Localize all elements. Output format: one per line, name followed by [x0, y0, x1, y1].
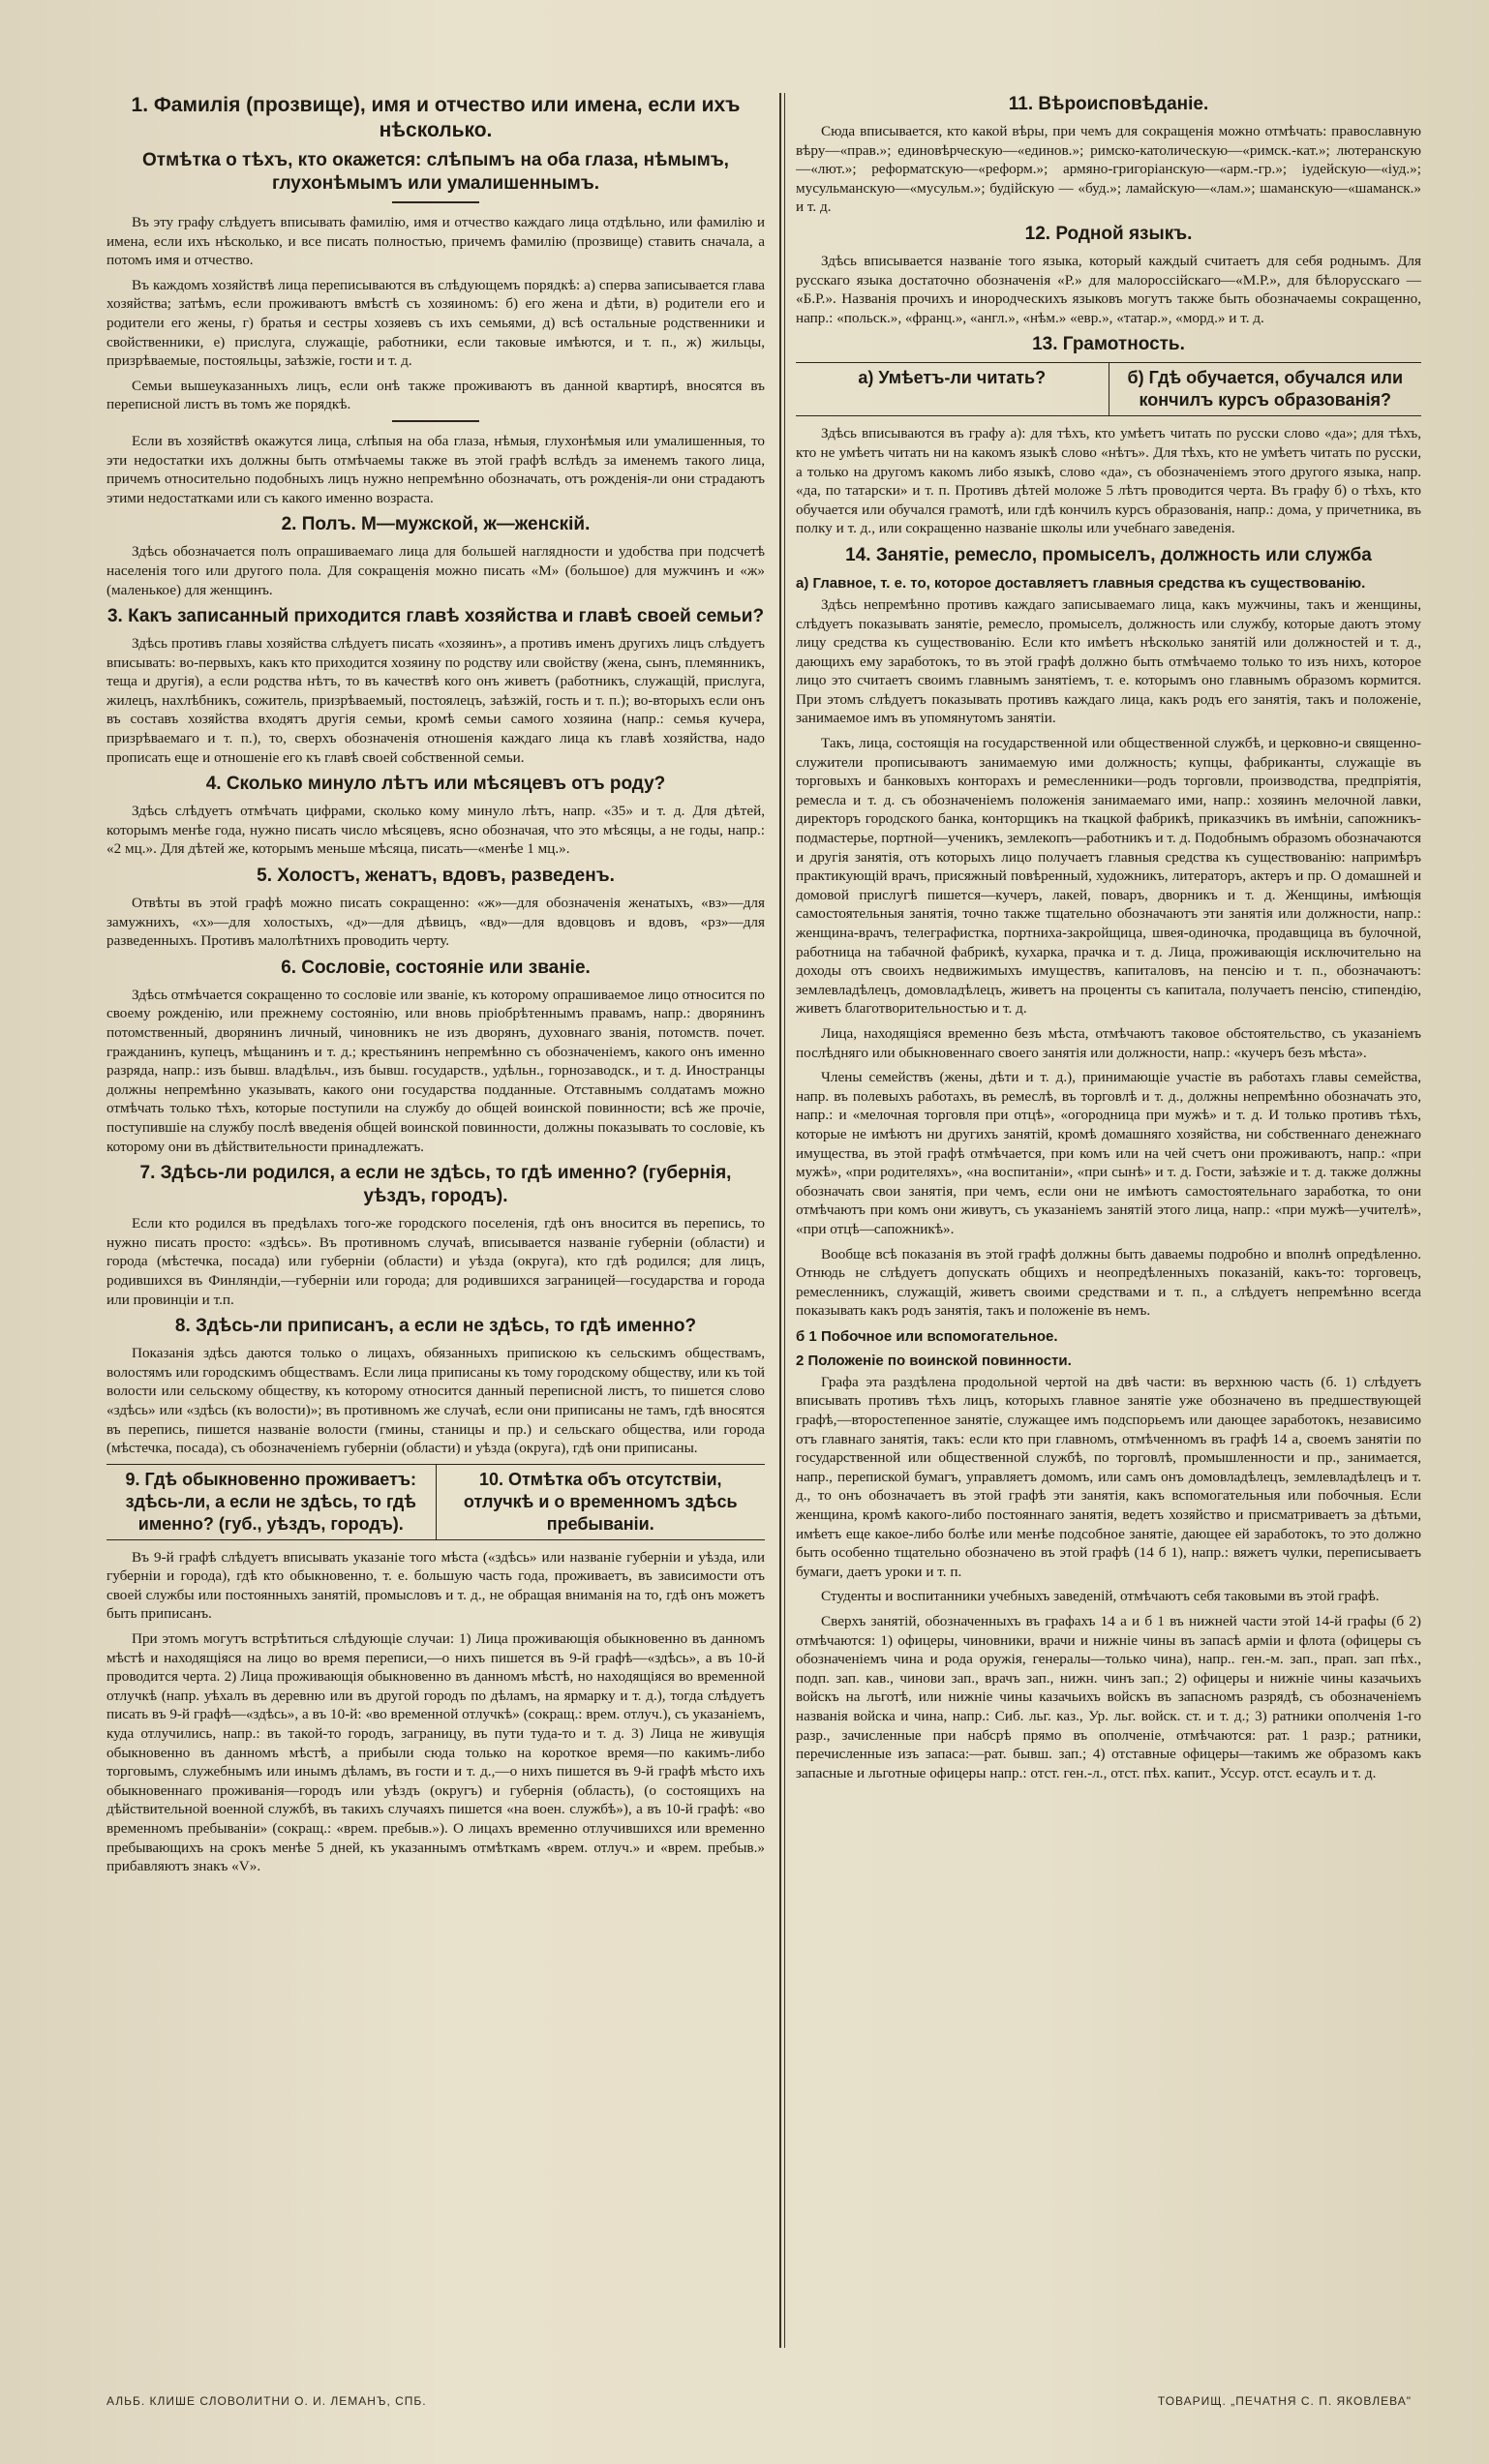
section-1-paragraph: Семьи вышеуказанныхъ лицъ, если онѣ также проживаютъ въ данной квартирѣ, вносятся въ переписной листъ въ томъ же порядкѣ. — [106, 377, 765, 413]
section-11-title: 11. Вѣроисповѣданіе. — [1008, 94, 1209, 114]
section-8-paragraph: Показанія здѣсь даются только о лицахъ, обязанныхъ припискою къ сельскимъ обществамъ, волостямъ или городскимъ обществамъ. Если лица приписаны къ тому городскому обществу, или къ той волости или сельскому обществу, къ которому относится данный переписной листъ, то пишется слово «здѣсь» или «здѣсь (къ волости)»; въ противномъ же случаѣ, если они приписаны не тамъ, гдѣ вносятся въ перепись, пишется названіе волости (гмины, станицы и пр.) и сельскаго общества, или города (мѣстечка, посада), съ обозначеніемъ губерніи (области) и уѣзда (округа), гдѣ они приписаны. — [106, 1345, 765, 1457]
section-7-paragraph: Если кто родился въ предѣлахъ того-же городского поселенія, гдѣ онъ вносится въ перепись, то нужно писать просто: «здѣсь». Въ противномъ случаѣ, вписывается названіе губерніи (области) и города (мѣстечка, посада) или губерніи (области) и уѣзда (округа), кто гдѣ родился; для лицъ, родившихся въ Финляндіи,—губерніи или города; для родившихся заграницей—государства и города или провинціи и т.п. — [106, 1215, 765, 1308]
section-14a-subtitle: а) Главное, т. е. то, которое доставляетъ главныя средства къ существованію. — [796, 574, 1366, 592]
section-2-paragraph: Здѣсь обозначается полъ опрашиваемаго лица для большей наглядности и удобства при подсчетѣ населенія того или другого пола. Для сокращенія можно писать «М» (большое) для мужчинъ и «ж» (маленькое) для женщинъ. — [106, 543, 765, 598]
section-13-title: 13. Грамотность. — [1032, 334, 1185, 355]
section-5-paragraph: Отвѣты въ этой графѣ можно писать сокращенно: «ж»—для обозначенія женатыхъ, «вз»—для замужнихъ, «х»—для холостыхъ, «д»—для дѣвицъ, «вд»—для вдовцовъ и вдовъ, «рз»—для разведенныхъ. Противъ малолѣтнихъ проводить черту. — [106, 895, 765, 950]
section-11-paragraph: Сюда вписывается, кто какой вѣры, при чемъ для сокращенія можно отмѣчать: православную вѣру—«прав.»; единовѣрческую—«единов.»; римско-католическую—«римск.-кат.»; лютеранскую—«лют.»; реформатскую—«реформ.»; армяно-григоріанскую—«арм.-гр.»; іудейскую—«іуд.»; мусульманскую—«мусульм.»; будійскую — «буд.»; ламайскую—«лам.»; шаманскую—«шаманск.» и т. д. — [796, 123, 1421, 216]
title-separator — [392, 201, 479, 203]
section-14-paragraph: Студенты и воспитанники учебныхъ заведеній, отмѣчаютъ себя таковыми въ этой графѣ. — [821, 1588, 1380, 1605]
section-1-paragraph: Въ каждомъ хозяйствѣ лица переписываются въ слѣдующемъ порядкѣ: а) сперва записывается глава хозяйства; затѣмъ, если проживаютъ вмѣстѣ съ хозяиномъ: б) его жена и дѣти, в) родители его и родители его жены, г) братья и сестры хозяевъ съ ихъ семьями, д) всѣ остальные родственники и свойственники, е) прислуга, служащіе, работники, если таковые имѣются, и т. п., ж) жильцы, призрѣваемые, постояльцы, заѣзжіе, гости и т. д. — [106, 276, 765, 370]
section-9-paragraph: Въ 9-й графѣ слѣдуетъ вписывать указаніе того мѣста («здѣсь» или названіе губерніи и уѣзда, или губерніи и города), гдѣ кто обыкновенно, т. е. большую часть года, проживаетъ, въ зависимости отъ своей службы или постоянныхъ занятій, промысловъ и т. д., не обращая вниманія на то, гдѣ онъ можетъ быть приписанъ. — [106, 1548, 765, 1623]
section-1-title: 1. Фамилія (прозвище), имя и отчество или имена, если ихъ нѣсколько. — [131, 94, 741, 141]
section-14-paragraph: Вообще всѣ показанія въ этой графѣ должны быть даваемы подробно и вполнѣ опредѣленно. Отнюдь не слѣдуетъ допускать общихъ и неопредѣленныхъ показаній, какъ-то: торговецъ, ремесленникъ, служащій, живетъ своими средствами и т. п., а слѣдуетъ непремѣнно всегда показывать какъ родъ занятія, такъ и положеніе въ немъ. — [796, 1245, 1421, 1320]
section-14-paragraph: Члены семействъ (жены, дѣти и т. д.), принимающіе участіе въ работахъ главы семейства, напр. въ полевыхъ работахъ, въ ремеслѣ, въ торговлѣ и т. д., должны непремѣнно обозначать это, напр.: и «мелочная торговля при отцѣ», «огородница при мужѣ» и т. д. И только противъ тѣхъ, которые не имѣютъ ни другихъ занятій, кромѣ домашняго хозяйства, ни собственнаго денежнаго имущества, въ этой графѣ отмѣчается, при комъ или на чей счетъ они проживаютъ, напр.: «при мужѣ», «при родителяхъ», «на воспитаніи», «при сынѣ» и т. д. Гости, заѣзжіе и т. д. также должны обозначать свои занятія, при чемъ, если они не имѣютъ самостоятельнаго заработка, то они отмѣчаютъ при комъ они живутъ, съ указаніемъ занятій этого лица, напр.: «при мужѣ—учителѣ», «при отцѣ—сапожникѣ». — [796, 1069, 1421, 1237]
section-1-note: Отмѣтка о тѣхъ, кто окажется: слѣпымъ на оба глаза, нѣмымъ, глухонѣмымъ или умалишеннымъ. — [142, 150, 729, 194]
section-9-title: 9. Гдѣ обыкновенно проживаетъ: здѣсь-ли, а если не здѣсь, то гдѣ именно? (губ., уѣздъ, городъ). — [125, 1469, 417, 1534]
section-14-title: 14. Занятіе, ремесло, промыселъ, должность или служба — [845, 544, 1372, 565]
section-10-title: 10. Отмѣтка объ отсутствіи, отлучкѣ и о временномъ здѣсь пребываніи. — [463, 1469, 738, 1534]
section-12-paragraph: Здѣсь вписывается названіе того языка, который каждый считаетъ для себя роднымъ. Для русскаго языка достаточно обозначенія «Р.» для малороссійскаго—«М.Р.», для бѣлорусскаго — «Б.Р.». Названія прочихъ и инородческихъ языковъ могутъ также быть обозначаемы сокращенно, напр.: «польск.», «франц.», «англ.», «нѣм.» «евр.», «татар.», «морд.» и т. д. — [796, 252, 1421, 326]
section-14-paragraph: Такъ, лица, состоящія на государственной или общественной службѣ, и церковно-и священно-служители прописываютъ занимаемую ими должность; купцы, фабриканты, служащіе въ торговыхъ и банковыхъ конторахъ и ремесленники—родъ торговли, производства, предпріятія, ремесла и т. д. съ обозначеніемъ положенія занимаемаго ими, напр.: хозяинъ мелочной лавки, директоръ городского банка, конторщикъ на ткацкой фабрикѣ, приказчикъ въ имѣніи, сапожникъ-подмастерье, портной—ученикъ, землекопъ—работникъ и т. д. Подобнымъ образомъ обозначаются и другія занятія, отъ которыхъ лицо получаетъ главныя средства къ существованію: напримѣръ практикующій врачъ, присяжный повѣренный, художникъ, литераторъ, актеръ и пр. О домашней и домовой прислугѣ пишется—кучеръ, лакей, поваръ, дворникъ и т. д. Женщины, имѣющія самостоятельныя занятія, точно также тщательно обозначаютъ эти занятія или должности, напр.: женщина-врачъ, телеграфистка, портниха-закройщица, швея-одиночка, продавщица въ булочной, работница на табачной фабрикѣ, кухарка, прачка и т. д. Лица, проживающія исключительно на доходы отъ своихъ недвижимыхъ имуществъ, капиталовъ, на пенсію и т. п., обозначаютъ: землевладѣлецъ, домовладѣлецъ, живетъ на проценты съ капитала, получаетъ пенсію, стипендію, живетъ благотворительностью и т. д. — [796, 735, 1421, 1018]
section-10-cell — [436, 1465, 766, 1539]
section-1-paragraph: Въ эту графу слѣдуетъ вписывать фамилію, имя и отчество каждаго лица отдѣльно, или фамилію и имена, если ихъ нѣсколько, и все писать полностью, причемъ фамилію (прозвище) ставить сначала, а потомъ имя и отчество. — [106, 214, 765, 269]
sections-9-10-header — [106, 1464, 765, 1540]
section-6-paragraph: Здѣсь отмѣчается сокращенно то сословіе или званіе, къ которому опрашиваемое лицо относится по своему рожденію, или прежнему состоянію, или вновь пріобрѣтеннымъ правамъ, напр.: дворянинъ потомственный, дворянинъ личный, чиновникъ не изъ дворянъ, духовнаго званія, потомств. почет. гражданинъ, купецъ, мѣщанинъ и т. д.; крестьянинъ непремѣнно съ обозначеніемъ, какого онъ именно разряда, напр.: изъ бывш. владѣльч., изъ бывш. государств., удѣльн., горнозаводск., и т. д. Иностранцы должны непремѣнно указывать, какого они государства подданные. Отставнымъ солдатамъ можно отмѣчать только тѣхъ, которые поступили на службу до общей воинской повинности; всѣ же прочіе, поступившіе на службу послѣ введенія общей воинской повинности, должны показывать то сословіе, къ которому они въ дѣйствительности принадлежатъ. — [106, 986, 765, 1155]
section-14b2-subtitle: 2 Положеніе по воинской повинности. — [796, 1352, 1072, 1369]
section-9-cell — [106, 1465, 436, 1539]
printer-credit-left: АЛЬБ. КЛИШЕ СЛОВОЛИТНИ О. И. ЛЕМАНЪ, СПБ. — [106, 2394, 427, 2408]
right-column — [796, 93, 1421, 2348]
section-9-paragraph: При этомъ могутъ встрѣтиться слѣдующіе случаи: 1) Лица проживающія обыкновенно въ данномъ мѣстѣ и находящіяся на лицо во время переписи,—о нихъ пишется въ 9-й графѣ—«здѣсь», а въ 10-й проводится черта. 2) Лица проживающія обыкновенно въ данномъ мѣстѣ, но находящіяся во временной отлучкѣ (напр. уѣхалъ въ деревню или въ другой городъ по дѣламъ, на ярмарку и т. д.), тогда слѣдуетъ писать въ 9-й графѣ—«здѣсь», а въ 10-й: «во временной отлучкѣ» (сокращ.: врем. отлуч.), съ указаніемъ, куда отлучились, напр.: въ такой-то городъ, заграницу, въ пути туда-то и т. д. 3) Лица не живущія обыкновенно въ данномъ мѣстѣ, а прибыли сюда только на короткое время—по какимъ-либо торговымъ, служебнымъ или инымъ дѣламъ, въ гости и т. д.,—о нихъ пишется въ 9-й графѣ мѣсто ихъ обыкновеннаго проживанія—городъ или уѣздъ (округъ) и губернія (область), (о состоящихъ на дѣйствительной военной службѣ, въ такихъ случаяхъ пишется «на воен. службѣ»), а въ 10-й графѣ: «во временномъ пребываніи» (сокращ.: «врем. пребыв.»). О лицахъ временно отлучившихся или временно пребывающихъ на срокъ менѣе 5 дней, къ указаннымъ отмѣткамъ «врем. отлуч.» и «врем. пребыв.» прибавляютъ знакъ «V». — [106, 1630, 765, 1875]
section-13-paragraph: Здѣсь вписываются въ графу а): для тѣхъ, кто умѣетъ читать по русски слово «да»; для тѣхъ, кто не умѣетъ читать ни на какомъ языкѣ слово «нѣтъ». Для тѣхъ, кто не умѣетъ читать по русски, а только на другомъ какомъ либо языкѣ, слово «да», съ обозначеніемъ этого другого языка, напр. «да, по татарски» и т. п. Противъ дѣтей моложе 5 лѣтъ проводится черта. Въ графу б) о тѣхъ, кто обучается или обучался грамотѣ, или гдѣ кончилъ курсъ образованія, напр.: дома, у причетника, въ полку и т. д., или сокращенно названіе школы или учебнаго заведенія. — [796, 425, 1421, 537]
column-divider — [779, 93, 781, 2348]
section-13a-title: а) Умѣетъ-ли читать? — [858, 368, 1047, 388]
left-column — [106, 93, 765, 2348]
section-3-paragraph: Здѣсь противъ главы хозяйства слѣдуетъ писать «хозяинъ», а противъ именъ другихъ лицъ слѣдуетъ вписывать: во-первыхъ, какъ кто приходится хозяину по родству или свойству (жена, сынъ, племянникъ, теща и другія), а если родства нѣтъ, то въ качествѣ кого онъ живетъ (работникъ, служащій, прислуга, жилецъ, нахлѣбникъ, сожитель, призрѣваемый, постоялецъ, заѣзжій, гость и т. п.); во-вторыхъ если онъ въ составъ хозяйства входятъ другія семьи, кромѣ семьи самого хозяина (напр.: семья кучера, призрѣваемаго и т. п.), то, сверхъ обозначенія отношенія каждаго лица къ главѣ хозяйства, надо прописать еще и отношеніе его къ главѣ своей собственной семьи. — [106, 635, 765, 766]
section-14-paragraph: Лица, находящіяся временно безъ мѣста, отмѣчаютъ таковое обстоятельство, съ указаніемъ послѣдняго или обыкновеннаго своего занятія или должности, напр.: «кучеръ безъ мѣста». — [796, 1024, 1421, 1061]
section-separator — [392, 420, 479, 422]
section-14-paragraph: Сверхъ занятій, обозначенныхъ въ графахъ 14 а и б 1 въ нижней части этой 14-й графы (б 2) отмѣчаются: 1) офицеры, чиновники, врачи и нижніе чины въ запасѣ арміи и флота (офицеры съ обозначеніемъ чина и рода оружія, генералы—только чина), напр.. ген.-м. зап., прап. зап пѣх., подп. зап. кав., чинови зап., врачъ зап., нижн. чинъ зап.; 2) офицеры и нижніе чины казачьихъ войскъ на льготѣ, или нижніе чины казачьихъ войскъ въ запасномъ разрядѣ, съ обозначеніемъ названія войска и чина, напр.: Сиб. льг. каз., Ур. льг. войск. ст. и т. д.; 3) ратники ополченія 1-го разр., зачисленные при набсрѣ прямо въ ополченіе, отмѣчаются: рат. 1 разр.; ратники, перечисленные изъ запаса:—рат. бывш. зап.; 4) отставные офицеры—такимъ же образомъ какъ запасные и льготные офицеры напр.: отст. ген.-л., отст. пѣх. капит., Уссур. отст. есаулъ и т. д. — [796, 1613, 1421, 1781]
section-6-title: 6. Сословіе, состояніе или званіе. — [281, 957, 591, 978]
section-7-title: 7. Здѣсь-ли родился, а если не здѣсь, то гдѣ именно? (губернія, уѣздъ, городъ). — [139, 1163, 732, 1207]
section-14b1-subtitle: б 1 Побочное или вспомогательное. — [796, 1327, 1058, 1345]
section-13b-title: б) Гдѣ обучается, обучался или кончилъ курсъ образованія? — [1127, 368, 1404, 411]
section-13a-cell — [796, 363, 1109, 415]
section-3-title: 3. Какъ записанный приходится главѣ хозяйства и главѣ своей семьи? — [106, 606, 765, 627]
section-4-paragraph: Здѣсь слѣдуетъ отмѣчать цифрами, сколько кому минуло лѣтъ, напр. «35» и т. д. Для дѣтей, которымъ менѣе года, нужно писать число мѣсяцевъ, ясно обозначая, что это мѣсяцы, а не годы, напр.: «2 мц.». Для дѣтей же, которымъ меньше мѣсяца, писать—«менѣе 1 мц.». — [106, 803, 765, 858]
column-divider-thin — [784, 93, 785, 2348]
section-5-title: 5. Холостъ, женатъ, вдовъ, разведенъ. — [257, 866, 615, 887]
section-12-title: 12. Родной языкъ. — [1024, 223, 1193, 244]
section-13b-cell — [1109, 363, 1422, 415]
section-8-title: 8. Здѣсь-ли приписанъ, а если не здѣсь, то гдѣ именно? — [174, 1316, 697, 1337]
section-14-paragraph: Здѣсь непремѣнно противъ каждаго записываемаго лица, какъ мужчины, такъ и женщины, слѣдуетъ показывать занятіе, ремесло, промыселъ, должность или службу, которые даютъ этому лицу средства къ существованію. Если кто имѣетъ нѣсколько занятій или должностей и т. д., дающихъ ему заработокъ, то въ этой графѣ должно быть отмѣчаемо только то изъ нихъ, которое лицо это считаетъ своимъ главнымъ занятіемъ, т. е. которымъ оно главнымъ образомъ кормится. При этомъ слѣдуетъ показывать противъ каждаго лица, какъ родъ его занятія, такъ и положеніе, занимаемое имъ въ упомянутомъ занятіи. — [796, 595, 1421, 727]
printer-credit-right: ТОВАРИЩ. „ПЕЧАТНЯ С. П. ЯКОВЛЕВА" — [1157, 2394, 1412, 2408]
section-4-title: 4. Сколько минуло лѣтъ или мѣсяцевъ отъ роду? — [205, 774, 666, 795]
section-1-paragraph: Если въ хозяйствѣ окажутся лица, слѣпыя на оба глаза, нѣмыя, глухонѣмыя или умалишенныя, то эти недостатки ихъ должны быть отмѣчаемы также въ этой графѣ вслѣдъ за именемъ такого лица, причемъ относительно подобныхъ лицъ нужно непремѣнно обозначать, отъ рожденія-ли они страдаютъ этими недостатками или съ какого именно возраста. — [106, 432, 765, 506]
section-2-title: 2. Полъ. М—мужской, ж—женскій. — [281, 514, 591, 535]
section-13-subheader — [796, 362, 1421, 416]
section-14-paragraph: Графа эта раздѣлена продольной чертой на двѣ части: въ верхнюю часть (б. 1) слѣдуетъ вписывать противъ тѣхъ лицъ, которыхъ главное занятіе уже обозначено въ предшествующей графѣ,—второстепенное занятіе, служащее имъ подспорьемъ или дающее заработокъ, независимо отъ главнаго занятія, такъ: если кто при главномъ, отмѣченномъ въ графѣ 14 а, своемъ занятіи по государственной или общественной службѣ, по торговлѣ, промышленности и пр., занимается, напр., перепиской бумагъ, управляетъ домомъ, или самъ онъ домовладѣлецъ, землевладѣлецъ и т. д., то онъ обозначаетъ въ этой графѣ эти занятія, какъ вспомогательныя или побочныя. Если женщина, кромѣ какого-либо постояннаго занятія, ведетъ хозяйство и присматриваетъ за дѣтьми, имѣетъ еще какое-либо болѣе или менѣе подсобное занятіе, дающее ей заработокъ, то это должно быть особенно тщательно обозначено въ этой графѣ (14 б 1), напр.: вяжетъ чулки, переписываетъ бумаги, даетъ уроки и т. п. — [796, 1373, 1421, 1580]
